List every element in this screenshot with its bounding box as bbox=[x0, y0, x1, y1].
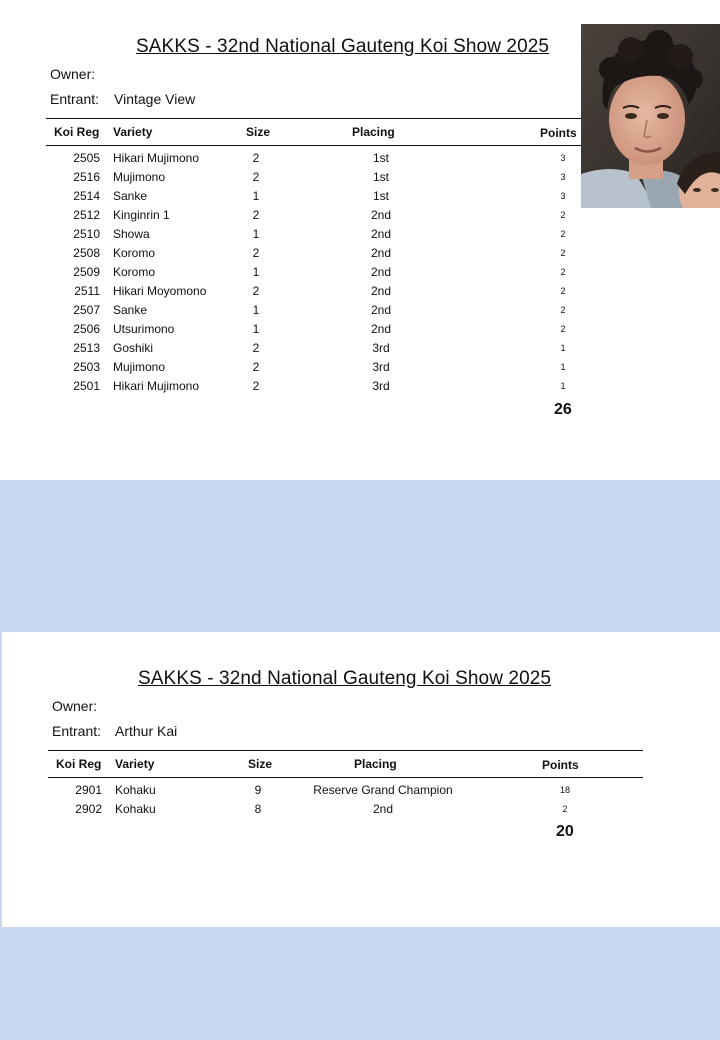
variety-cell: Hikari Mujimono bbox=[113, 379, 200, 393]
koi-reg-cell: 2505 bbox=[73, 151, 100, 165]
points-cell: 2 bbox=[562, 804, 568, 814]
koi-reg-cell: 2901 bbox=[75, 783, 102, 797]
table-row bbox=[0, 206, 720, 225]
person-photo-icon bbox=[581, 24, 720, 208]
variety-cell: Kohaku bbox=[115, 802, 156, 816]
size-cell: 2 bbox=[252, 170, 260, 184]
table-row bbox=[2, 800, 720, 819]
sheet-title: SAKKS - 32nd National Gauteng Koi Show 2025 bbox=[136, 36, 550, 57]
table-row bbox=[0, 225, 720, 244]
placing-cell: 1st bbox=[372, 170, 389, 184]
entrant-value: Arthur Kai bbox=[115, 723, 178, 739]
col-header-points: Points bbox=[542, 758, 579, 772]
variety-cell: Koromo bbox=[113, 265, 156, 279]
placing-cell: 3rd bbox=[372, 360, 390, 374]
points-total: 26 bbox=[554, 401, 572, 418]
koi-reg-cell: 2501 bbox=[73, 379, 100, 393]
variety-cell: Showa bbox=[113, 227, 150, 241]
size-cell: 2 bbox=[252, 208, 260, 222]
placing-cell: 2nd bbox=[370, 303, 392, 317]
koi-reg-cell: 2507 bbox=[73, 303, 100, 317]
koi-reg-cell: 2511 bbox=[74, 284, 100, 298]
size-cell: 1 bbox=[252, 265, 260, 279]
placing-cell: 3rd bbox=[372, 379, 390, 393]
variety-cell: Goshiki bbox=[113, 341, 154, 355]
size-cell: 9 bbox=[254, 783, 262, 797]
table-row bbox=[0, 320, 720, 339]
col-header-size: Size bbox=[248, 757, 273, 771]
points-cell: 3 bbox=[560, 153, 566, 163]
col-header-koi-reg: Koi Reg bbox=[54, 125, 100, 139]
size-cell: 2 bbox=[252, 151, 260, 165]
koi-reg-cell: 2514 bbox=[73, 189, 100, 203]
points-cell: 2 bbox=[560, 324, 566, 334]
size-cell: 1 bbox=[252, 303, 260, 317]
col-header-placing: Placing bbox=[352, 125, 395, 139]
points-cell: 1 bbox=[560, 362, 566, 372]
col-header-size: Size bbox=[246, 125, 271, 139]
table-row bbox=[2, 781, 720, 800]
variety-cell: Mujimono bbox=[113, 360, 166, 374]
entrant-value: Vintage View bbox=[114, 91, 196, 107]
variety-cell: Hikari Moyomono bbox=[113, 284, 207, 298]
size-cell: 2 bbox=[252, 360, 260, 374]
koi-reg-cell: 2512 bbox=[73, 208, 100, 222]
col-header-koi-reg: Koi Reg bbox=[56, 757, 102, 771]
size-cell: 2 bbox=[252, 341, 260, 355]
variety-cell: Hikari Mujimono bbox=[113, 151, 200, 165]
size-cell: 8 bbox=[254, 802, 262, 816]
entrant-label: Entrant: bbox=[50, 91, 100, 107]
points-cell: 3 bbox=[560, 191, 566, 201]
sheet-title: SAKKS - 32nd National Gauteng Koi Show 2025 bbox=[138, 668, 552, 689]
points-cell: 2 bbox=[560, 229, 566, 239]
size-cell: 1 bbox=[252, 189, 260, 203]
points-cell: 2 bbox=[560, 305, 566, 315]
placing-cell: 2nd bbox=[370, 284, 392, 298]
placing-cell: 2nd bbox=[370, 227, 392, 241]
col-header-variety: Variety bbox=[115, 757, 155, 771]
koi-reg-cell: 2508 bbox=[73, 246, 100, 260]
points-cell: 2 bbox=[560, 210, 566, 220]
results-sheet-arthur-kai bbox=[2, 632, 720, 927]
table-header-rule bbox=[48, 777, 643, 778]
koi-reg-cell: 2513 bbox=[73, 341, 100, 355]
placing-cell: 2nd bbox=[372, 802, 394, 816]
table-top-rule bbox=[48, 750, 643, 751]
table-row bbox=[0, 358, 720, 377]
col-header-points: Points bbox=[540, 126, 577, 140]
variety-cell: Mujimono bbox=[113, 170, 166, 184]
owner-label: Owner: bbox=[50, 66, 96, 82]
table-row bbox=[0, 377, 720, 396]
variety-cell: Sanke bbox=[113, 303, 148, 317]
size-cell: 2 bbox=[252, 284, 260, 298]
points-total: 20 bbox=[556, 823, 574, 840]
col-header-variety: Variety bbox=[113, 125, 153, 139]
points-cell: 2 bbox=[560, 267, 566, 277]
placing-cell: 2nd bbox=[370, 322, 392, 336]
table-row bbox=[0, 282, 720, 301]
koi-reg-cell: 2503 bbox=[73, 360, 100, 374]
placing-cell: 2nd bbox=[370, 265, 392, 279]
table-row bbox=[0, 263, 720, 282]
variety-cell: Utsurimono bbox=[113, 322, 175, 336]
table-row bbox=[0, 301, 720, 320]
points-cell: 2 bbox=[560, 286, 566, 296]
placing-cell: 1st bbox=[372, 151, 389, 165]
size-cell: 2 bbox=[252, 379, 260, 393]
variety-cell: Sanke bbox=[113, 189, 148, 203]
size-cell: 1 bbox=[252, 227, 260, 241]
koi-reg-cell: 2902 bbox=[75, 802, 102, 816]
variety-cell: Kinginrin 1 bbox=[113, 208, 170, 222]
points-cell: 1 bbox=[560, 343, 566, 353]
points-cell: 18 bbox=[559, 785, 570, 795]
size-cell: 2 bbox=[252, 246, 260, 260]
placing-cell: 1st bbox=[372, 189, 389, 203]
koi-reg-cell: 2509 bbox=[73, 265, 100, 279]
placing-cell: 3rd bbox=[372, 341, 390, 355]
placing-cell: Reserve Grand Champion bbox=[313, 783, 453, 797]
table-row bbox=[0, 339, 720, 358]
koi-reg-cell: 2516 bbox=[73, 170, 100, 184]
variety-cell: Koromo bbox=[113, 246, 156, 260]
table-top-rule bbox=[46, 118, 581, 119]
variety-cell: Kohaku bbox=[115, 783, 156, 797]
placing-cell: 2nd bbox=[370, 208, 392, 222]
koi-reg-cell: 2506 bbox=[73, 322, 100, 336]
table-header-rule bbox=[46, 145, 581, 146]
koi-reg-cell: 2510 bbox=[73, 227, 100, 241]
table-row bbox=[0, 244, 720, 263]
points-cell: 1 bbox=[560, 381, 566, 391]
entrant-photo bbox=[581, 24, 720, 208]
entrant-label: Entrant: bbox=[52, 723, 102, 739]
owner-label: Owner: bbox=[52, 698, 98, 714]
points-cell: 3 bbox=[560, 172, 566, 182]
placing-cell: 2nd bbox=[370, 246, 392, 260]
col-header-placing: Placing bbox=[354, 757, 397, 771]
size-cell: 1 bbox=[252, 322, 260, 336]
points-cell: 2 bbox=[560, 248, 566, 258]
